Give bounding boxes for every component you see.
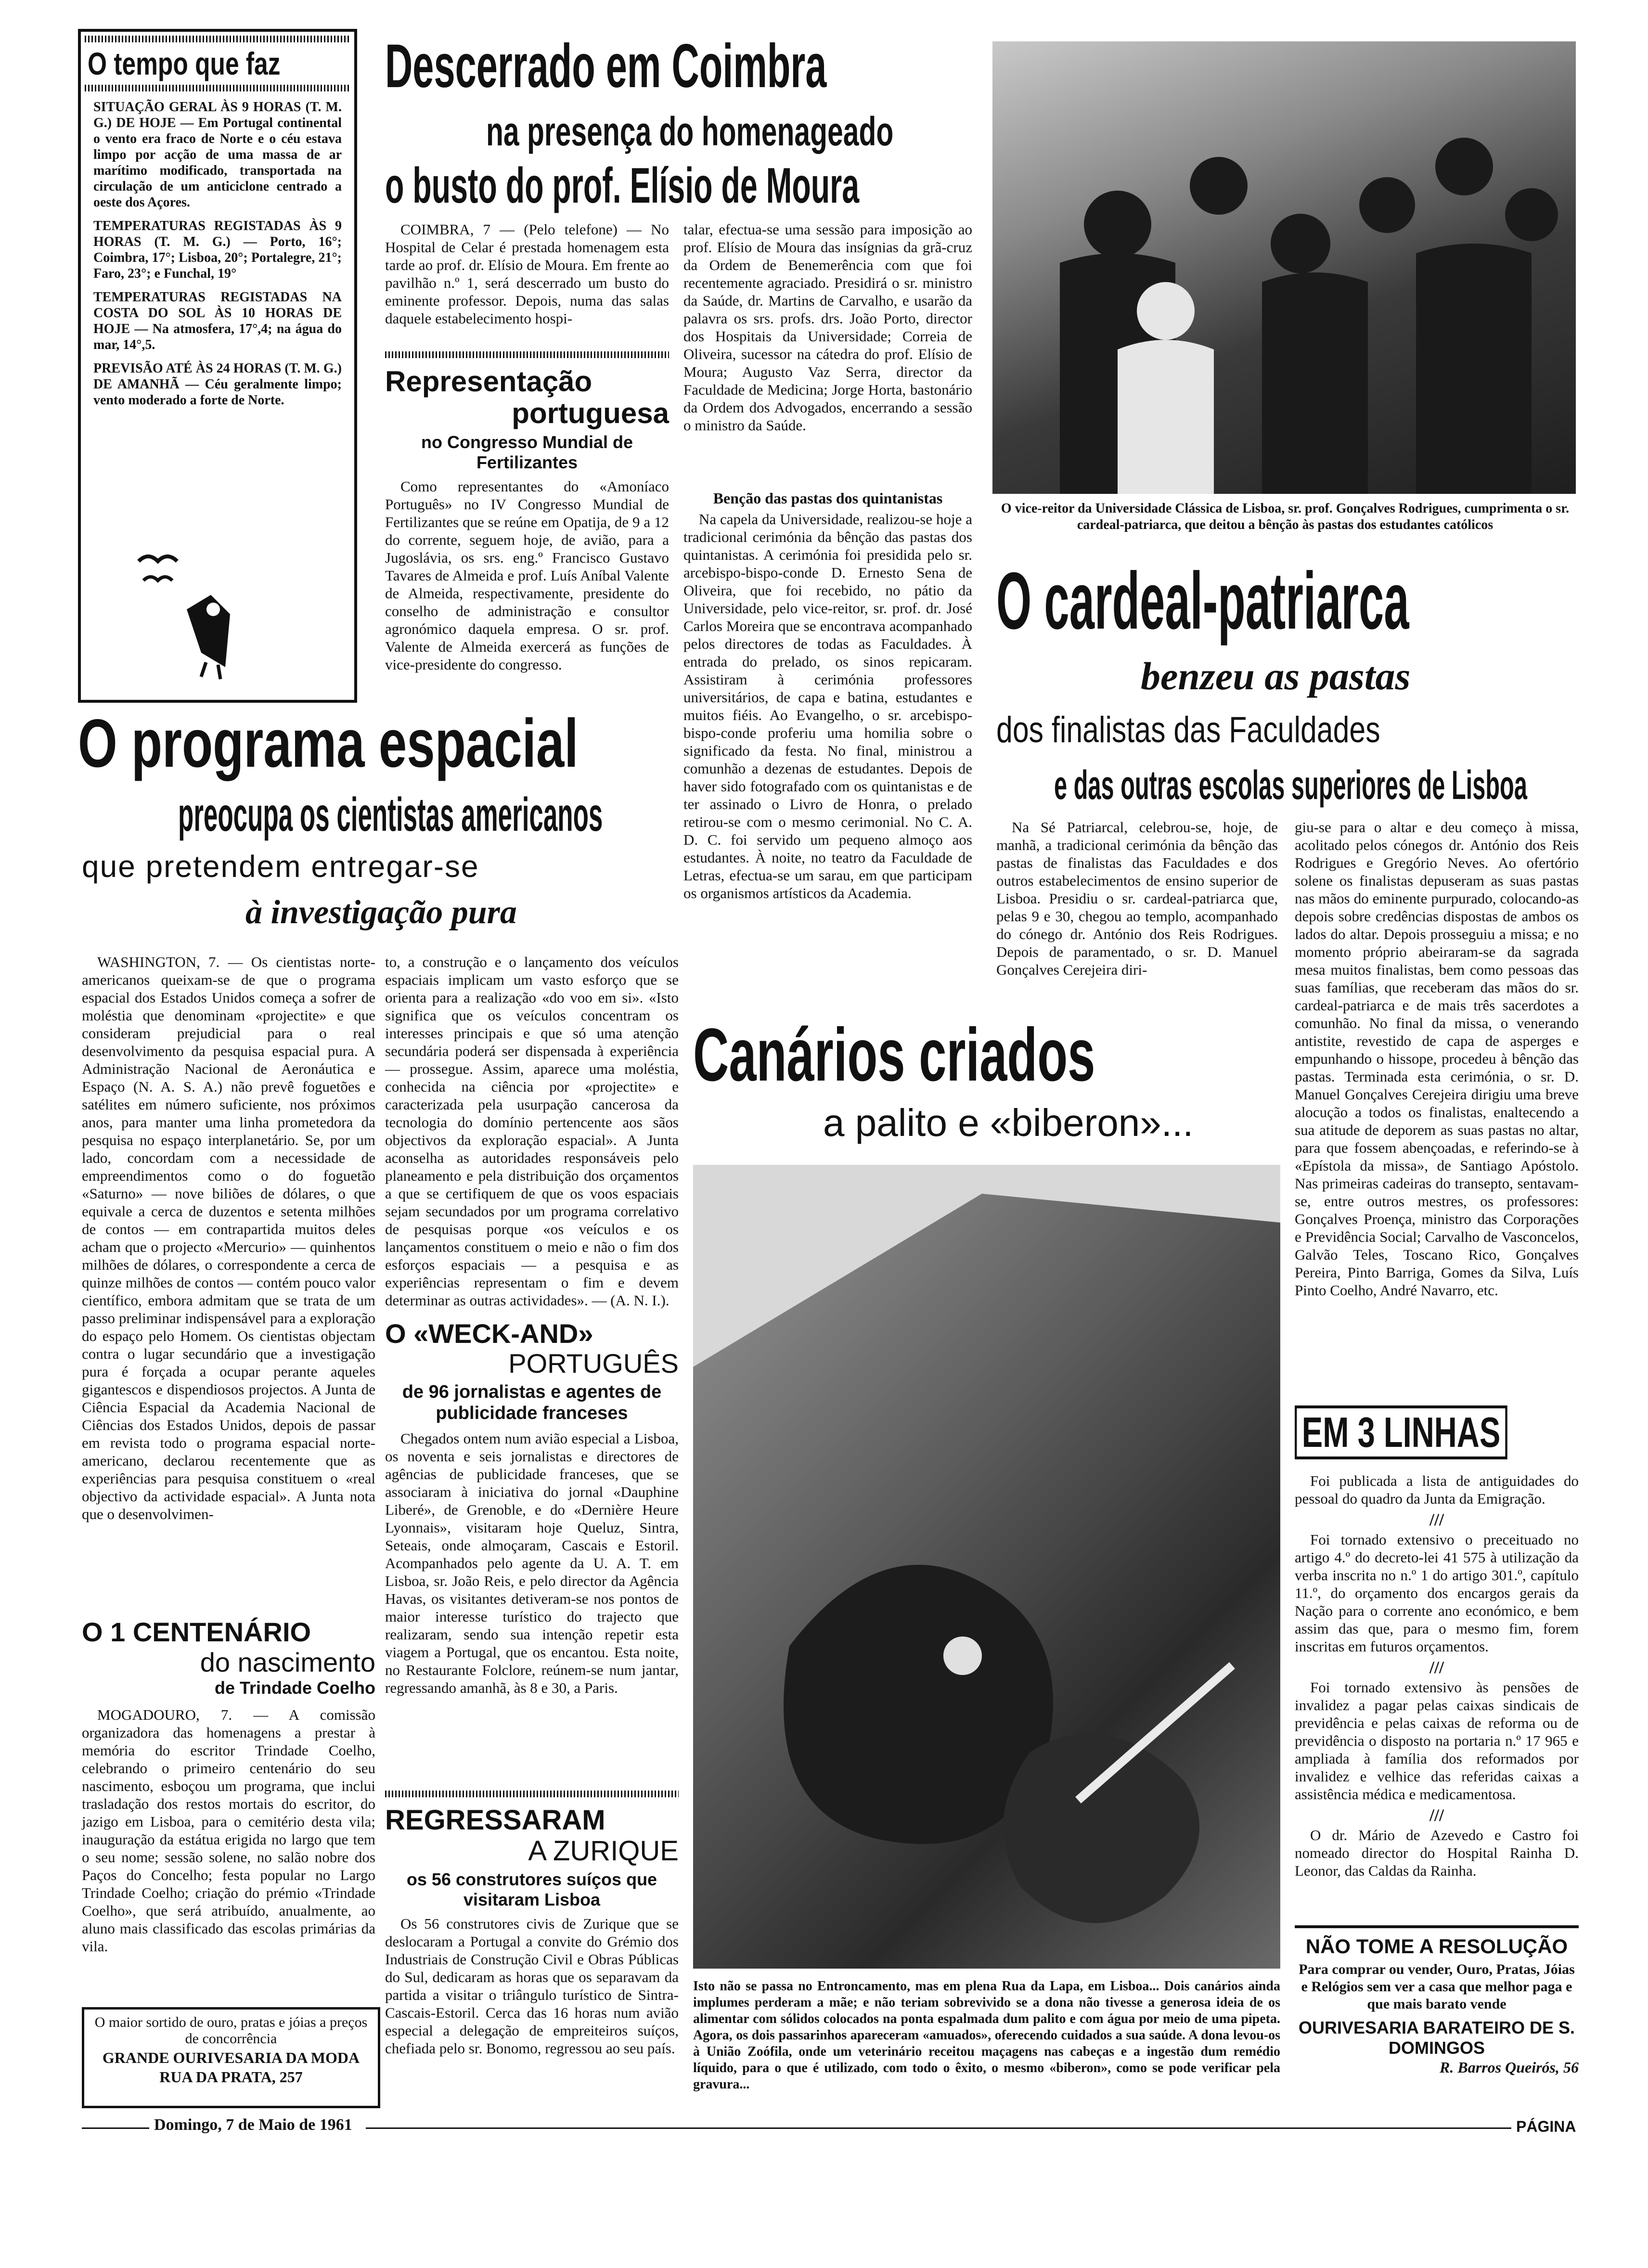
space-text-col2: to, a construção e o lançamento dos veículos espaciais implicam um vasto esforço que se orienta para a realização «do voo em si». «Isto significa que os veículos concentram os interesses principais e que só uma atenção secundária poderá ser dispensada à experiência — prossegue. Assim, aparece uma moléstia, conhecida na ciência por «projectite» e caracterizada pela usurpação cancerosa da tecnologia do domínio pertencente aos sãos objectivos da exploração espacial». A Junta aconselha as autoridades responsáveis pelo planeamento e pela distribuição dos orçamentos a que se certifiquem de que os voos espaciais sejam secundados por um programa correlativo de pesquisas porque «os veículos e os lançamentos constituem o meio e não o fim dos esforços espaciais — a pesquisa e as experiências representam o fim e devem determinar as outras actividades». — (A. N. I.). [385, 954, 679, 1309]
zurique-text: Os 56 construtores civis de Zurique que se deslocaram a Portugal a convite do Grémio dos Industriais de Construção Civil e Obras Públicas do Sul, dedicaram as horas que os separavam da partida a visitar o triângulo turístico de Sintra-Cascais-Estoril. Cerca das 16 horas num avião especial a delegação de empreiteiros suíços, chefiada pelo sr. Bonomo, regressou ao seu país. [385, 1915, 679, 2057]
ad-moda-line1: O maior sortido de ouro, pratas e jóias a preços de concorrência [94, 2014, 368, 2047]
fertilizers-headline-3: no Congresso Mundial de Fertilizantes [421, 432, 633, 472]
space-text-col1: WASHINGTON, 7. — Os cientistas norte-americanos queixam-se de que o programa espacial dos Estados Unidos começa a sofrer de moléstia que denominam «projectite» e que consideram prejudicial para o real desenvolvimento da pesquisa espacial pura. A Administração Nacional de Aeronáutica e Espaço (N. A. S. A.) não prevê foguetões e satélites em número suficiente, nos próximos anos, para manter uma linha prometedora da pesquisa no espaço interplanetário. Se, por um lado, concordam com a necessidade de empreendimentos como o do foguetão «Saturno» — nove biliões de dólares, o que equivale a cerca de duzentos e setenta milhões de contos — em contrapartida muitos deles acham que o projecto «Mercurio» — quinhentos milhões de dólares, o correspondente a cerca de quinze milhões de contos — contém pouco valor científico, embora admitam que se trata de um passo preliminar indispensável para a exploração do espaço pelo Homem. Os cientistas objectam contra o lugar secundário que a investigação pura é forçada a ocupar perante aqueles gigantescos e dispendiosos projectos. A Junta de Ciência Espacial da Academia Nacional de Ciências dos Estados Unidos, depois de passar em revista todo o programa espacial norte-americano, declarou recentemente que as experiências para pesquisa constituem o «real objectivo da actividade espacial». A Junta nota que o desenvolvimen- [82, 954, 375, 1522]
cardinal-headline-2: benzeu as pastas [1141, 654, 1411, 698]
centenario-headline-3: de Trindade Coelho [214, 1678, 375, 1698]
coimbra-text-col1: COIMBRA, 7 — (Pelo telefone) — No Hospital de Celar é prestada homenagem esta tarde ao prof. dr. Elísio de Moura. Em frente ao pavilhão n.º 1, será descerrado um busto do eminente professor. Depois, numa das salas daquele estabelecimento hospi- [385, 221, 669, 327]
centenario-headline-2: do nascimento [200, 1647, 375, 1677]
space-headline-3: que pretendem entregar-se [82, 849, 479, 884]
em3linhas-separator: /// [1429, 1510, 1444, 1529]
ad-barateiro-name: OURIVESARIA BARATEIRO DE S. DOMINGOS [1298, 2018, 1575, 2058]
space-headline-4: à investigação pura [245, 894, 517, 931]
coimbra-text-col2: talar, efectua-se uma sessão para imposição ao prof. Elísio de Moura das insígnias da grã-cruz da Ordem de Benemerência com que foi recentemente agraciado. Presidirá o sr. ministro da Saúde, dr. Martins de Carvalho, e usarão da palavra os srs. profs. drs. João Porto, director dos Hospitais da Universidade; Correia de Oliveira, sucessor na cátedra do prof. Elísio de Moura; Augusto Vaz Serra, director da Faculdade de Medicina; Jorge Horta, bastonário da Ordem dos Advogados, encerrando a sessão o ministro da Saúde. [683, 221, 972, 434]
canarios-caption: Isto não se passa no Entroncamento, mas em plena Rua da Lapa, em Lisboa... Dois canários ainda implumes perderam a mãe; e não teriam sobrevivido se a dona não tivesse a generosa ideia de os alimentar com sólidos colocados na ponta espalmada dum palito e com água por meio de uma pipeta. Agora, os dois passarinhos apareceram «amuados», oferecendo cuidados a sua saúde. A dona levou-os à União Zoófila, onde um veterinário receitou maçagens nas cabeças e a ingestão dum remédio líquido, para o que é utilizado, com todo o êxito, o mesmo «biberon», como se pode verificar pela gravura... [693, 1979, 1280, 2092]
divider [1295, 1925, 1579, 1928]
weather-costa-sol: TEMPERATURAS REGISTADAS NA COSTA DO SOL ÀS 10 HORAS DE HOJE — Na atmosfera, 17°,4; na água do mar, 14°,5. [93, 290, 342, 352]
em3linhas-item: Foi tornado extensivo às pensões de invalidez a pagar pelas caixas sindicais de previdência e pelas caixas de reforma ou de previdência o disposto na portaria n.º 17 965 e ampliada à família dos reformados por invalidez e velhice das referidas caixas a assistência médica e medicamentosa. [1295, 1679, 1579, 1803]
weather-title: O tempo que faz [88, 46, 281, 81]
weather-forecast: PREVISÃO ATÉ ÀS 24 HORAS (T. M. G.) DE AMANHÃ — Céu geralmente limpo; vento moderado a forte de Norte. [93, 361, 342, 408]
zurique-headline-2: A ZURIQUE [528, 1835, 679, 1867]
cardinal-headline-3: dos finalistas das Faculdades [996, 709, 1380, 750]
ad-barateiro-title: NÃO TOME A RESOLUÇÃO [1305, 1935, 1568, 1958]
ad-ourivesaria-moda [82, 2007, 380, 2108]
ad-barateiro-address: R. Barros Queirós, 56 [1440, 2059, 1579, 2076]
em3linhas-separator: /// [1429, 1805, 1444, 1825]
cardinal-text-col2: giu-se para o altar e deu começo à missa, acolitado pelos cónegos dr. António dos Reis Rodrigues e Gregório Neves. Ao ofertório solene os finalistas depuseram as suas pastas nas mãos do eminente purpurado, colocando-as depois sobre credências dispostas de ambos os lados do altar. Depois prosseguiu a missa; e no momento próprio abeiraram-se da sagrada mesa muitos finalistas, bem como pessoas das suas famílias, que receberam das mãos do sr. cardeal-patriarca e de mais três sacerdotes a comunhão. No final da missa, o venerando antistite, revestido de capa de asperges e empunhando o hissope, procedeu à bênção das pastas. Terminada esta cerimónia, o sr. D. Manuel Gonçalves Cerejeira dirigiu uma breve alocução a todos os finalistas, enaltecendo a sua atitude de deporem as suas pastas no altar, para que fossem abençoadas, e referindo-se à «Epístola da missa», de Santiago Apóstolo. Nas primeiras cadeiras do transepto, sentavam-se, entre outros mestres, os professores: Gonçalves Proença, ministro das Corporações e Previdência Social; Carvalho de Vasconcelos, Galvão Teles, Toscano Rico, Gonçalves Pereira, Pinto Barriga, Gomes da Silva, Luís Pinto Coelho, André Navarro, etc. [1295, 819, 1579, 1299]
pastas-text: Na capela da Universidade, realizou-se hoje a tradicional cerimónia da bênção das pastas dos quintanistas. A cerimónia foi presidida pelo sr. arcebispo-bispo-conde D. Ernesto Sena de Oliveira, que foi recebido, no pátio da Universidade, pelo vice-reitor, sr. prof. dr. José Carlos Moreira que se encontrava acompanhado pelos directores de todas as Faculdades. À entrada do prelado, os sinos repicaram. Assistiram à cerimónia professores universitários, de capa e batina, estudantes e muitos fiéis. Ao Evangelho, o sr. arcebispo-bispo-conde proferiu uma homilia sobre o significado da festa. No final, ministrou a comunhão a dezenas de estudantes. Depois de haver sido fotografado com os quintanistas e de ter assinado o Livro de Honra, o prelado retirou-se com o mesmo cerimonial. No C. A. D. C. foi servido um pequeno almoço aos estudantes. À noite, no teatro da Faculdade de Letras, efectua-se um sarau, em que participam os organismos artísticos da Academia. [683, 511, 972, 902]
space-headline-2: preocupa os cientistas americanos [178, 788, 603, 841]
weather-box [78, 29, 357, 703]
cardinal-text-col1: Na Sé Patriarcal, celebrou-se, hoje, de manhã, a tradicional cerimónia da bênção das pastas de finalistas das Faculdades e dos outros estabelecimentos de ensino superior de Lisboa. Presidiu o sr. cardeal-patriarca que, pelas 9 e 30, chegou ao templo, acompanhado do cónego dr. António dos Reis Rodrigues. Depois de paramentado, o sr. D. Manuel Gonçalves Cerejeira diri- [996, 819, 1278, 978]
em3linhas-item: O dr. Mário de Azevedo e Castro foi nomeado director do Hospital Rainha D. Leonor, das Caldas da Rainha. [1295, 1827, 1579, 1879]
ad-moda-line2: GRANDE OURIVESARIA DA MODA [102, 2049, 360, 2066]
weekend-text: Chegados ontem num avião especial a Lisboa, os noventa e seis jornalistas e directores de agências de publicidade franceses, que se associaram à iniciativa do jornal «Dauphine Liberé», de Grenoble, e do «Dernière Heure Lyonnais», visitaram hoje Queluz, Sintra, Seteais, onde almoçaram, Cascais e Estoril. Acompanhados pelo agente da U. A. T. em Lisboa, sr. João Reis, e pelo director da Agência Havas, os visitantes detiveram-se nos pontos de maior interesse turístico do trajecto que realizaram, sendo sua intenção repetir esta viagem a Portugal, que os encantou. Esta noite, no Restaurante Folclore, reúnem-se num jantar, regressando amanhã, às 8 e 30, a Paris. [385, 1430, 679, 1696]
cardinal-headline-1: O cardeal-patriarca [996, 555, 1409, 646]
space-headline-1: O programa espacial [78, 705, 579, 782]
centenario-headline-1: O 1 CENTENÁRIO [82, 1617, 311, 1647]
centenario-text: MOGADOURO, 7. — A comissão organizadora das homenagens a prestar à memória do escritor Trindade Coelho, celebrando o primeiro centenário do seu nascimento, esboçou um programa, que inclui trasladação dos restos mortais do escritor, do jazigo em Lisboa, para o cemitério desta vila; inauguração da estátua erigida no largo que tem o seu nome; sessão solene, no salão nobre dos Paços do Concelho; festa popular no Largo Trindade Coelho; criação do prémio «Trindade Coelho», que será atribuído, anualmente, ao aluno mais classificado das escolas primárias da vila. [82, 1706, 375, 1955]
photo-canaries [693, 1165, 1280, 1969]
zurique-headline-1: REGRESSARAM [385, 1804, 605, 1836]
footer-page: PÁGINA [1516, 2118, 1576, 2135]
footer-date: Domingo, 7 de Maio de 1961 [154, 2116, 352, 2134]
fertilizers-text: Como representantes do «Amoníaco Português» no IV Congresso Mundial de Fertilizantes que se reúne em Opatija, de 9 a 12 do corrente, seguem hoje, de avião, para a Jugoslávia, os srs. eng.º Francisco Gustavo Tavares de Almeida e prof. Luís Aníbal Valente de Almeida, respectivamente, presidente do conselho de administração e consultor agronómico daquela empresa. O sr. prof. Valente de Almeida exercerá as funções de vice-presidente do congresso. [385, 478, 669, 673]
canarios-headline-1: Canários criados [693, 1013, 1095, 1097]
weather-temps: TEMPERATURAS REGISTADAS ÀS 9 HORAS (T. M. G.) — Porto, 16°; Coimbra, 17°; Lisboa, 20°; Portalegre, 21°; Faro, 23°; e Funchal, 19° [93, 219, 342, 281]
rule [85, 36, 350, 42]
coimbra-headline-3: o busto do prof. Elísio de Moura [385, 158, 860, 214]
coimbra-headline-1: Descerrado em Coimbra [385, 32, 827, 101]
weekend-headline-2: PORTUGUÊS [508, 1348, 679, 1379]
footer-rule-right [366, 2127, 1511, 2129]
weather-general: SITUAÇÃO GERAL ÀS 9 HORAS (T. M. G.) DE HOJE — Em Portugal continental o vento era fraco de Norte e o céu estava limpo por acção de uma massa de ar marítimo modificado, transportada na circulação de um anticiclone centrado a oeste dos Açores. [93, 100, 342, 210]
em3linhas-item: Foi publicada a lista de antiguidades do pessoal do quadro da Junta da Emigração. [1295, 1472, 1579, 1507]
pastas-subheading: Benção das pastas dos quintanistas [713, 490, 943, 507]
rule [385, 351, 669, 358]
coimbra-headline-2: na presença do homenageado [486, 109, 894, 154]
cardinal-headline-4: e das outras escolas superiores de Lisboa [1054, 762, 1527, 808]
ad-moda-line3: RUA DA PRATA, 257 [159, 2068, 303, 2086]
ad-ourivesaria-barateiro [1295, 1935, 1579, 2076]
footer-rule-left [82, 2127, 149, 2129]
photo-top-caption: O vice-reitor da Universidade Clássica de Lisboa, sr. prof. Gonçalves Rodrigues, cumprimenta o sr. cardeal-patriarca, que deitou a bênção às pastas dos estudantes católicos [1001, 501, 1570, 532]
weekend-headline-1: O «WECK-AND» [385, 1318, 593, 1349]
em3linhas-separator: /// [1429, 1658, 1444, 1677]
ad-barateiro-text: Para comprar ou vender, Ouro, Pratas, Jóias e Relógios sem ver a casa que melhor paga e que mais barato vende [1299, 1961, 1575, 2012]
fertilizers-headline-1: Representação [385, 365, 592, 398]
rule [385, 1791, 679, 1797]
fertilizers-headline-2: portuguesa [512, 397, 669, 429]
rule [85, 85, 350, 91]
em3linhas-title: EM 3 LINHAS [1295, 1405, 1507, 1459]
em3linhas-item: Foi tornado extensivo o preceituado no artigo 4.º do decreto-lei 41 575 à utilização da verba inscrita no n.º 1 do artigo 301.º, capítulo 11.º, do orçamento dos encargos gerais da Nação para o corrente ano económico, e bem assim das que, para o mesmo fim, forem inscritas em futuros orçamentos. [1295, 1531, 1579, 1655]
bird-figure-icon [129, 542, 264, 682]
zurique-headline-3: os 56 construtores suíços que visitaram Lisboa [406, 1869, 657, 1909]
canarios-headline-2: a palito e «biberon»... [823, 1101, 1194, 1144]
weekend-headline-3: de 96 jornalistas e agentes de publicidade franceses [402, 1382, 662, 1423]
photo-cardinal-blessing [992, 41, 1576, 494]
